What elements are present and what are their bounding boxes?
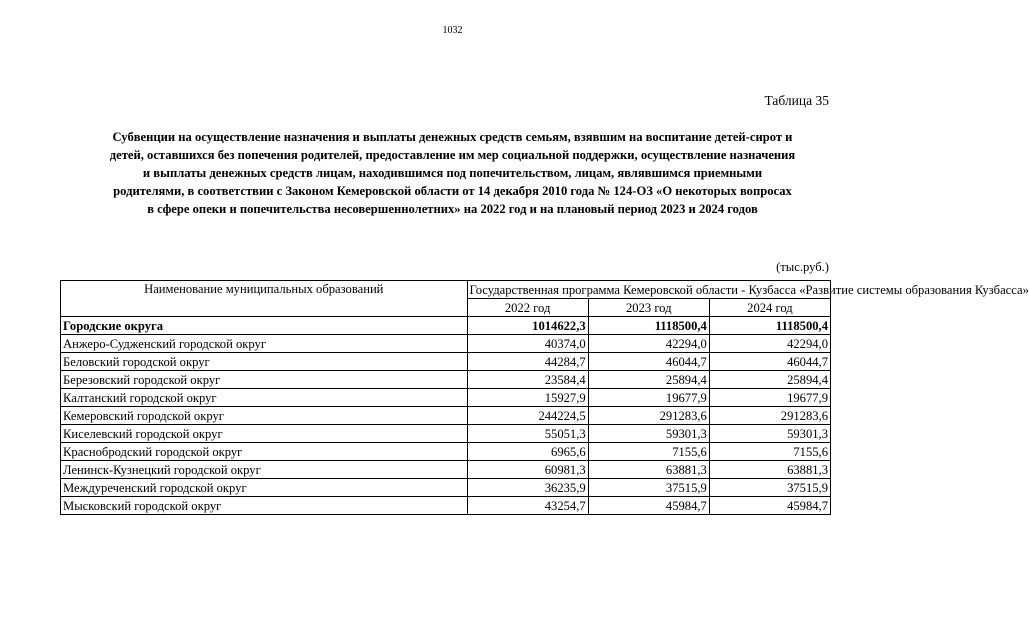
title-line: в сфере опеки и попечительства несовершеннолетних» на 2022 год и на плановый период 2023 и 2024 годов (147, 202, 758, 216)
title-line: и выплаты денежных средств лицам, находившимся под попечительством, лицам, являвшимся приемными (142, 166, 763, 180)
total-name: Городские округа (61, 317, 468, 335)
value-2023: 63881,3 (588, 461, 709, 479)
municipality-name: Мысковский городской округ (61, 497, 468, 515)
value-2022: 43254,7 (467, 497, 588, 515)
value-2023: 7155,6 (588, 443, 709, 461)
value-2023: 291283,6 (588, 407, 709, 425)
municipality-name: Кемеровский городской округ (61, 407, 468, 425)
value-2023: 59301,3 (588, 425, 709, 443)
value-2024: 291283,6 (709, 407, 830, 425)
value-2022: 244224,5 (467, 407, 588, 425)
value-2022: 40374,0 (467, 335, 588, 353)
value-2024: 59301,3 (709, 425, 830, 443)
table-row (61, 461, 831, 479)
value-2023: 25894,4 (588, 371, 709, 389)
municipality-name: Краснобродский городской округ (61, 443, 468, 461)
value-2024: 63881,3 (709, 461, 830, 479)
municipality-name: Ленинск-Кузнецкий городской округ (61, 461, 468, 479)
table-row (61, 389, 831, 407)
total-value-2023: 1118500,4 (588, 317, 709, 335)
title-line: родителями, в соответствии с Законом Кемеровской области от 14 декабря 2010 года № 124-ОЗ «О некоторых вопросах (113, 184, 792, 198)
value-2024: 42294,0 (709, 335, 830, 353)
total-value-2022: 1014622,3 (467, 317, 588, 335)
program-column-header: Государственная программа Кемеровской области - Кузбасса «Развитие системы образования Кузбасса» (467, 281, 830, 299)
municipality-name: Междуреченский городской округ (61, 479, 468, 497)
municipality-name: Анжеро-Судженский городской округ (61, 335, 468, 353)
municipality-name: Киселевский городской округ (61, 425, 468, 443)
value-2023: 46044,7 (588, 353, 709, 371)
value-2023: 45984,7 (588, 497, 709, 515)
value-2024: 19677,9 (709, 389, 830, 407)
table-row (61, 353, 831, 371)
value-2022: 60981,3 (467, 461, 588, 479)
value-2022: 23584,4 (467, 371, 588, 389)
value-2022: 6965,6 (467, 443, 588, 461)
table-row (61, 335, 831, 353)
title-line: детей, оставшихся без попечения родителей, предоставление им мер социальной поддержки, осуществление назначения (109, 148, 796, 162)
municipality-name: Калтанский городской округ (61, 389, 468, 407)
table-row (61, 407, 831, 425)
subsidy-table (60, 280, 1029, 515)
header-row (61, 281, 831, 299)
total-row (61, 317, 831, 335)
value-2022: 36235,9 (467, 479, 588, 497)
table-row (61, 443, 831, 461)
year-header-2024: 2024 год (709, 299, 830, 317)
municipality-column-header: Наименование муниципальных образований (61, 281, 468, 317)
value-2023: 19677,9 (588, 389, 709, 407)
year-header-2022: 2022 год (467, 299, 588, 317)
value-2024: 46044,7 (709, 353, 830, 371)
value-2022: 44284,7 (467, 353, 588, 371)
total-value-2024: 1118500,4 (709, 317, 830, 335)
page-number: 1032 (442, 25, 463, 36)
value-2024: 7155,6 (709, 443, 830, 461)
title-line: Субвенции на осуществление назначения и выплаты денежных средств семьям, взявшим на воспитание детей-сирот и (112, 130, 793, 144)
table-label: Таблица 35 (764, 93, 829, 108)
value-2024: 37515,9 (709, 479, 830, 497)
document-title (60, 128, 845, 218)
year-header-2023: 2023 год (588, 299, 709, 317)
value-2022: 15927,9 (467, 389, 588, 407)
value-2023: 42294,0 (588, 335, 709, 353)
municipality-name: Березовский городской округ (61, 371, 468, 389)
table-row (61, 425, 831, 443)
table-row (61, 479, 831, 497)
value-2022: 55051,3 (467, 425, 588, 443)
table-row (61, 371, 831, 389)
table-row (61, 497, 831, 515)
units-label: (тыс.руб.) (776, 260, 829, 274)
value-2023: 37515,9 (588, 479, 709, 497)
municipality-name: Беловский городской округ (61, 353, 468, 371)
value-2024: 45984,7 (709, 497, 830, 515)
value-2024: 25894,4 (709, 371, 830, 389)
